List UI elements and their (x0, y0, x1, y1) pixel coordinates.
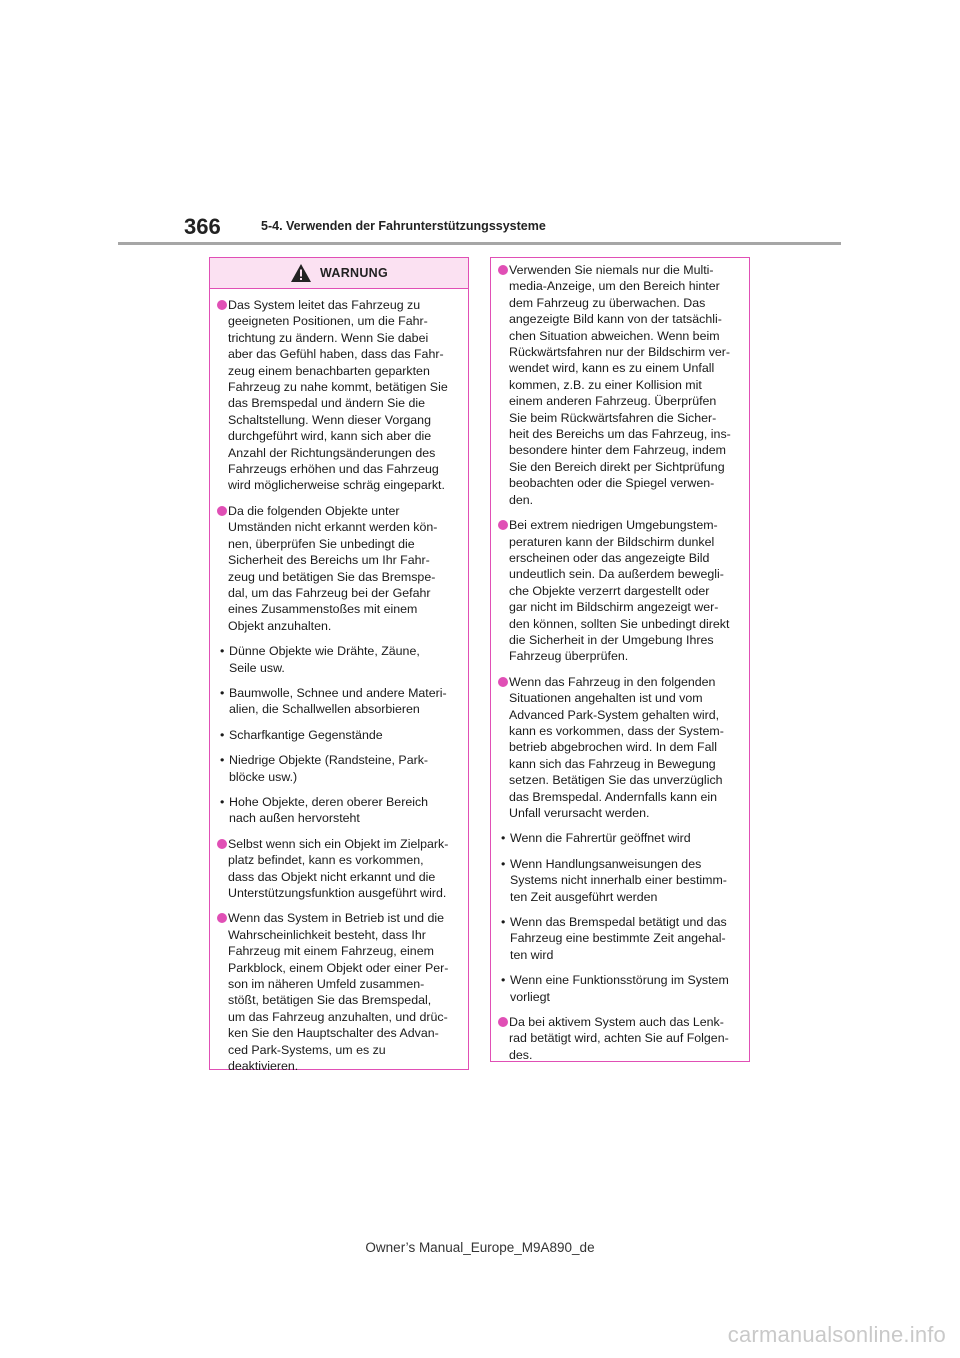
item-line: einem anderen Fahrzeug. Überprüfen (509, 394, 717, 409)
circle-bullet-icon (217, 913, 227, 923)
bullet-item (218, 727, 460, 743)
warning-triangle-icon (290, 263, 312, 283)
item-line: deaktivieren. (228, 1059, 299, 1074)
item-line: des. (509, 1047, 533, 1062)
item-line: son im näheren Umfeld zusammen- (228, 977, 425, 992)
warning-item (218, 836, 460, 902)
warning-label: WARNUNG (319, 266, 389, 280)
item-line: Baumwolle, Schnee und andere Materi- (229, 685, 447, 700)
item-line: ken Sie den Hauptschalter des Advan- (228, 1026, 439, 1041)
dot-bullet-icon: • (501, 915, 506, 930)
item-line: Sie den Bereich direkt per Sichtprüfung (509, 459, 725, 474)
circle-bullet-icon (498, 520, 508, 530)
item-line: nach außen hervorsteht (229, 811, 360, 826)
item-line: wendet wird, kann es zu einem Unfall (509, 361, 715, 376)
item-line: Da die folgenden Objekte unter (228, 503, 400, 518)
item-line: Wenn das Bremspedal betätigt und das (510, 915, 727, 930)
item-line: Das System leitet das Fahrzeug zu (228, 298, 421, 312)
item-line: eines Zusammenstoßes mit einem (228, 602, 418, 617)
item-line: dass das Objekt nicht erkannt und die (228, 869, 436, 884)
item-line: kann sich das Fahrzeug in Bewegung (509, 756, 716, 771)
warning-item (218, 297, 460, 494)
item-line: Seile usw. (229, 660, 285, 675)
item-line: um das Fahrzeug anzuhalten, und drüc- (228, 1009, 448, 1024)
item-line: kann es vorkommen, dass der System- (509, 723, 724, 738)
item-line: betrieb abgebrochen wird. In dem Fall (509, 740, 718, 755)
item-line: ten Zeit ausgeführt werden (510, 889, 658, 904)
circle-bullet-icon (217, 506, 227, 516)
item-line: den können, sollten Sie unbedingt direkt (509, 616, 730, 631)
item-line: besondere hinter dem Fahrzeug, indem (509, 443, 726, 458)
circle-bullet-icon (498, 1017, 508, 1027)
warning-box-right (490, 257, 750, 1062)
bullet-item (218, 685, 460, 718)
watermark: carmanualsonline.info (727, 1322, 946, 1347)
item-line: blöcke usw.) (229, 769, 298, 784)
item-line: Wenn Handlungsanweisungen des (510, 856, 702, 871)
item-line: Fahrzeug mit einem Fahrzeug, einem (228, 944, 434, 959)
item-line: dal, um das Fahrzeug bei der Gefahr (228, 585, 431, 600)
item-line: Verwenden Sie niemals nur die Multi- (509, 263, 714, 277)
warning-box-left (209, 257, 469, 1074)
dot-bullet-icon: • (220, 753, 225, 768)
warning-item (499, 262, 741, 508)
item-line: Selbst wenn sich ein Objekt im Zielpark- (228, 836, 449, 851)
item-line: Rückwärtsfahren nur der Bildschirm ver- (509, 345, 731, 360)
item-line: platz befindet, kann es vorkommen, (228, 853, 424, 868)
circle-bullet-icon (498, 677, 508, 687)
bullet-item (499, 914, 741, 963)
item-line: durchgeführt wird, kann sich aber die (228, 429, 432, 444)
warning-item (218, 910, 460, 1074)
warning-item (499, 517, 741, 665)
item-line: Niedrige Objekte (Randsteine, Park- (229, 753, 429, 768)
item-line: ced Park-Systems, um es zu (228, 1042, 386, 1057)
item-line: Scharfkantige Gegenstände (229, 727, 383, 742)
item-line: peraturen kann der Bildschirm dunkel (509, 534, 715, 549)
item-line: wird möglicherweise schräg eingeparkt. (228, 478, 445, 493)
warning-header (210, 258, 468, 289)
item-line: Unterstützungsfunktion ausgeführt wird. (228, 886, 447, 900)
dot-bullet-icon: • (220, 727, 225, 742)
bullet-item (218, 643, 460, 676)
warning-content-right (491, 258, 749, 1063)
item-line: Schaltstellung. Wenn dieser Vorgang (228, 412, 431, 427)
circle-bullet-icon (217, 839, 227, 849)
bullet-item (218, 752, 460, 785)
item-line: zeug und betätigen Sie das Bremspe- (228, 569, 436, 584)
item-line: dem Fahrzeug zu überwachen. Das (509, 295, 706, 310)
circle-bullet-icon (498, 265, 508, 275)
item-line: chen Situation abweichen. Wenn beim (509, 328, 720, 343)
warning-item (218, 503, 460, 634)
item-line: Systems nicht innerhalb einer bestimm- (510, 873, 727, 888)
item-line: erscheinen oder das angezeigte Bild (509, 550, 710, 565)
item-line: Fahrzeugs erhöhen und das Fahrzeug (228, 462, 439, 477)
item-line: geeigneten Positionen, um die Fahr- (228, 314, 428, 329)
item-line: kommen, z.B. zu einer Kollision mit (509, 377, 702, 392)
item-line: Wenn das Fahrzeug in den folgenden (509, 674, 716, 689)
bullet-item (499, 972, 741, 1005)
dot-bullet-icon: • (220, 794, 225, 809)
item-line: Sicherheit des Bereichs um Ihr Fahr- (228, 553, 430, 568)
dot-bullet-icon: • (501, 856, 506, 871)
item-line: che Objekte verzerrt dargestellt oder (509, 583, 710, 598)
item-line: beobachten oder die Spiegel verwen- (509, 476, 715, 491)
item-line: heit des Bereichs um das Fahrzeug, ins- (509, 427, 731, 442)
header-rule (118, 242, 841, 245)
dot-bullet-icon: • (501, 973, 506, 988)
item-line: Wenn die Fahrertür geöffnet wird (510, 831, 691, 846)
bullet-item (218, 794, 460, 827)
item-line: ten wird (510, 947, 554, 962)
item-line: nen, überprüfen Sie unbedingt die (228, 536, 415, 551)
item-line: Anzahl der Richtungsänderungen des (228, 445, 436, 460)
item-line: Wahrscheinlichkeit besteht, dass Ihr (228, 927, 426, 942)
item-line: Fahrzeug überprüfen. (509, 649, 629, 664)
circle-bullet-icon (217, 300, 227, 310)
item-line: media-Anzeige, um den Bereich hinter (509, 279, 720, 294)
item-line: das Bremspedal. Andernfalls kann ein (509, 789, 718, 804)
bullet-item (499, 830, 741, 846)
item-line: vorliegt (510, 989, 550, 1004)
item-line: setzen. Betätigen Sie das unverzüglich (509, 773, 723, 788)
item-line: Wenn das System in Betrieb ist und die (228, 911, 445, 926)
item-line: Sie beim Rückwärtsfahren die Sicher- (509, 410, 717, 425)
section-title: 5-4. Verwenden der Fahrunterstützungssysteme (261, 219, 546, 233)
footer-text: Owner’s Manual_Europe_M9A890_de (365, 1240, 595, 1255)
dot-bullet-icon: • (220, 644, 225, 659)
item-line: zeug einem benachbarten geparkten (228, 363, 430, 378)
item-line: stößt, betätigen Sie das Bremspedal, (228, 993, 432, 1008)
item-line: Fahrzeug zu nahe kommt, betätigen Sie (228, 380, 448, 395)
bullet-item (499, 856, 741, 905)
page-number: 366 (184, 214, 221, 239)
item-line: Objekt anzuhalten. (228, 618, 332, 633)
item-line: rad betätigt wird, achten Sie auf Folgen- (509, 1031, 729, 1046)
warning-item (499, 1014, 741, 1063)
item-line: Situationen angehalten ist und vom (509, 691, 703, 706)
warning-item (499, 674, 741, 822)
item-line: Umständen nicht erkannt werden kön- (228, 520, 438, 535)
item-line: Da bei aktivem System auch das Lenk- (509, 1015, 724, 1030)
item-line: die Sicherheit in der Umgebung Ihres (509, 632, 714, 647)
item-line: Wenn eine Funktionsstörung im System (510, 973, 729, 988)
item-line: das Bremspedal und ändern Sie die (228, 396, 426, 411)
item-line: Parkblock, einem Objekt oder einer Per- (228, 960, 449, 975)
item-line: Hohe Objekte, deren oberer Bereich (229, 794, 429, 809)
warning-content-left (210, 289, 468, 1074)
item-line: trichtung zu ändern. Wenn Sie dabei (228, 330, 429, 345)
item-line: Bei extrem niedrigen Umgebungstem- (509, 518, 718, 533)
item-line: undeutlich sein. Da außerdem bewegli- (509, 567, 724, 582)
item-line: Dünne Objekte wie Drähte, Zäune, (229, 644, 420, 659)
item-line: aber das Gefühl haben, dass das Fahr- (228, 347, 444, 362)
item-line: alien, die Schallwellen absorbieren (229, 702, 420, 717)
item-line: gar nicht im Bildschirm angezeigt wer- (509, 600, 719, 615)
dot-bullet-icon: • (220, 685, 225, 700)
item-line: angezeigte Bild kann von der tatsächli- (509, 312, 722, 327)
item-line: Advanced Park-System gehalten wird, (509, 707, 720, 722)
item-line: Unfall verursacht werden. (509, 806, 650, 820)
dot-bullet-icon: • (501, 831, 506, 846)
item-line: Fahrzeug eine bestimmte Zeit angehal- (510, 931, 726, 946)
item-line: den. (509, 492, 534, 507)
